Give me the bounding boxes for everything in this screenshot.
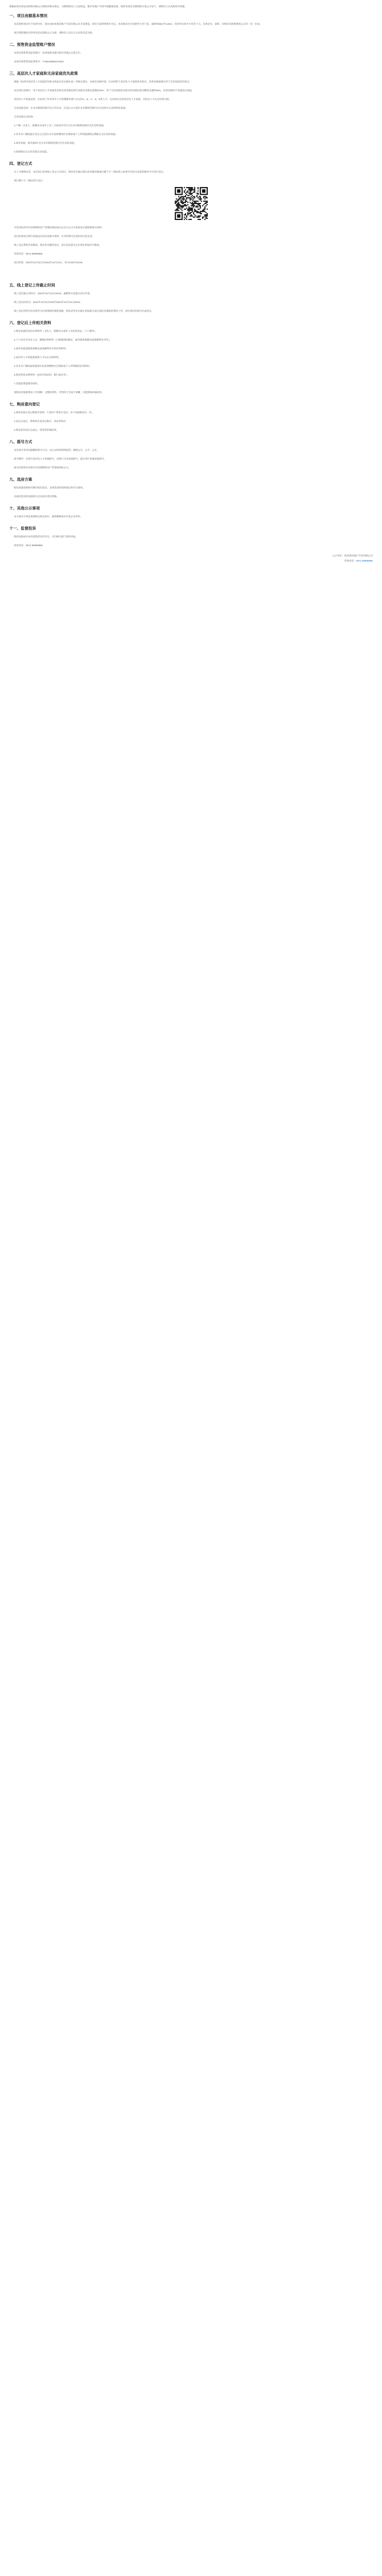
section-paragraph: 登记时需如实填写家庭成员信息及相关资料，并对所填写信息的真实性负责。	[14, 235, 95, 238]
section-paragraph: 7.其他需要提供的材料。	[14, 382, 40, 385]
section-title: 十、其他公示事项	[9, 506, 40, 511]
section-paragraph: 为了方便购房者，本次登记采用线上登记方式进行。购房者可通过浙江政务服务网或扫描下方二维码进入杭州市房屋交易监管服务平台进行登记。	[14, 171, 166, 173]
section-paragraph: 项目销售地址及咨询电话以现场公示为准，请购房人以官方公布的信息为准。	[14, 31, 95, 34]
sales-plan-document	[0, 0, 382, 576]
section-paragraph: 咨询电话：0571-89999888	[14, 252, 43, 255]
section-paragraph: 1.购房家庭的身份证明材料（含本人、配偶及未成年子女的身份证、户口簿等）。	[14, 330, 98, 332]
section-title: 六、登记后上传相关资料	[9, 320, 52, 325]
signature-org: 公示单位：杭州某房地产开发有限公司	[332, 554, 373, 557]
section-paragraph: 本次项目房源中，用于高层次人才家庭优先购买的房源比例为本批次房源总套数的20%，用于无房家庭优先购买的房源比例为剩余房源的50%，其余房源用于普通登记家庭。	[14, 89, 194, 92]
section-paragraph: 本次摇号采用电脑随机摇号方式，由公证机构现场监督，确保公开、公平、公正。	[14, 449, 99, 451]
signature-block	[9, 553, 373, 564]
qr-code-icon[interactable]	[175, 187, 208, 220]
section-title: 九、选房方案	[9, 477, 32, 482]
section-paragraph: 摇号结果将在杭州市住房保障和房产管理局网站公示。	[14, 466, 71, 469]
section-paragraph: 4.高层次人才家庭需提供人才认定证明材料。	[14, 356, 61, 359]
signature-phone-label: 咨询电话：	[344, 560, 356, 562]
section-paragraph: 3.离异家庭需提供离婚证或离婚判决书等证明材料。	[14, 347, 68, 350]
section-title: 八、摇号方式	[9, 439, 32, 444]
section-paragraph: 1.户籍（含本人、配偶及未成年子女）在杭州市市区且在本市限购范围内无住房的家庭。	[14, 124, 106, 127]
section-paragraph: 高层次人才家庭是指：在杭州工作并经市人才管理服务部门认定的A、B、C、D、E类人才，以及经认定的高层次人才家庭，具体以人才认定结果为准。	[14, 98, 172, 100]
section-title: 一、项目房源基本情况	[9, 13, 47, 18]
signature-phone[interactable]: 0571-89999888	[356, 560, 373, 562]
section-title: 三、高层次人才家庭和无房家庭优先政策	[9, 71, 78, 76]
section-paragraph: 2.非本市户籍家庭在登记之日前在本市连续缴纳社会保险或个人所得税满规定期限且无住房的家庭。	[14, 133, 118, 135]
section-paragraph: 3.购房意向登记完成后，请等待审核结果。	[14, 429, 59, 431]
intro-paragraph: 根据杭州市商品房销售价格公示制度的相关规定，为保障购房人合法权益，维护房地产市场平稳健康发展，现将本项目房源销售方案公示如下，请购房人认真阅读并知悉。	[9, 5, 187, 8]
section-paragraph: 本项目预售资金监管账号：774601890547202S	[14, 60, 64, 63]
section-title: 四、登记方式	[9, 161, 32, 166]
section-paragraph: 投诉电话：0571-89999888。	[14, 544, 45, 547]
section-paragraph: 本项目预售资金监管银行：杭州某商业银行股份有限公司某支行。	[14, 52, 83, 54]
section-paragraph: 购房家庭按照摇号顺序依次选房，具体选房时间和地点将另行通知。	[14, 486, 85, 489]
section-paragraph: 无房家庭认定标准：	[14, 115, 36, 118]
section-paragraph: 请购房者按照要求上传清晰、完整的资料，若资料不全或不清晰，可能影响审核结果。	[14, 391, 104, 394]
signature-phone-line	[9, 558, 373, 564]
section-paragraph: 线上登记的所有信息将作为后续资格审核的依据，购房者务必在截止时间前完成全部信息填报和资料上传，请在规定时间内完成登记。	[14, 310, 154, 312]
section-title: 二、预售资金监管账户情况	[9, 42, 55, 47]
section-paragraph: 可登录杭州市住房保障和房产管理局网站或关注官方公众号查看登记流程和相关说明。	[14, 226, 104, 229]
section-paragraph: 线上登记系统开放期间，购房者可随时登记，登记信息提交后在规定时间内可修改。	[14, 244, 102, 246]
section-paragraph: 1.购房家庭在登记期间可选择一个意向户型进行登记，每个家庭限登记一次。	[14, 411, 94, 414]
section-paragraph: 请扫描下方二维码进行登记：	[14, 179, 45, 182]
section-paragraph: 6.购房资金证明材料（包括存款证明、银行流水等）。	[14, 374, 70, 376]
section-paragraph: 本次销售项目位于杭州市区，项目由杭州某房地产开发有限公司开发建设，项目已取得预售许可证，本次推出住宅房源共计若干套，面积约89㎡至140㎡，均价约为每平方米若干元。具体房号、面积、价格详见销售现场公示的一房一价表。	[14, 23, 262, 25]
section-paragraph: 本方案未尽事宜按照相关规定执行，最终解释权归开发企业所有。	[14, 515, 83, 518]
section-paragraph: 未按时选房的家庭视为自动放弃选房资格。	[14, 495, 59, 498]
section-title: 七、购房意向登记	[9, 402, 40, 406]
section-paragraph: 登记时间：2024年10月8日至2024年10月13日，每天9:00至18:00。	[14, 261, 85, 264]
document-sections	[9, 13, 373, 548]
section-title: 十一、监督投诉	[9, 526, 36, 531]
section-paragraph: 线上登记时间为：2024年10月8日9:00至2024年10月13日18:00。	[14, 301, 82, 303]
section-paragraph: 2.登记完成后，系统将生成登记编号，请妥善保存。	[14, 420, 68, 422]
section-paragraph: 购房家庭如对本次销售活动有异议，可向相关部门投诉举报。	[14, 535, 78, 538]
section-paragraph: 线上登记截止时间为：2024年10月13日18:00，逾期将无法提交登记申请。	[14, 292, 92, 295]
section-paragraph: 根据《杭州市高层次人才家庭优先购买商品住房实施办法》等相关规定，本项目房源中按一定比例用于高层次人才家庭优先购买，其余房源按规定用于无房家庭优先购买。	[14, 80, 192, 83]
section-paragraph: 3.离异家庭：离异满3年且在本市限购范围内无住房的家庭。	[14, 142, 77, 144]
section-paragraph: 5.非本市户籍家庭需提供在杭连续缴纳社会保险或个人所得税的证明材料。	[14, 365, 92, 367]
section-spacer	[9, 269, 373, 276]
section-paragraph: 4.按照规定认定的其他无房家庭。	[14, 150, 49, 153]
section-paragraph: 2.户口本首页及本人页、婚姻证明材料（已婚提供结婚证，离异提供离婚证或离婚判决书等）。	[14, 338, 112, 341]
section-paragraph: 无房家庭是指：在本市限购范围内无自有住房，且登记之日前在本市限购范围内无住房转让记录的购房家庭。	[14, 107, 128, 109]
qr-code-container	[175, 187, 208, 220]
section-title: 五、线上登记上传截止时间	[9, 283, 55, 287]
section-paragraph: 摇号顺序：先进行高层次人才家庭摇号，再进行无房家庭摇号，最后进行普通家庭摇号。	[14, 457, 107, 460]
